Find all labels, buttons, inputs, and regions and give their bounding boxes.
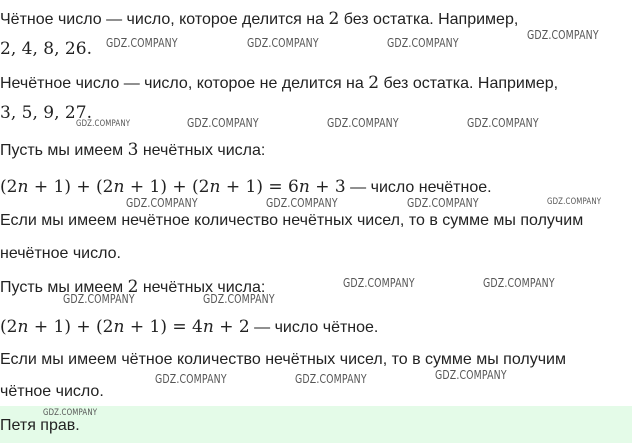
watermark: GDZ.COMPANY [483, 276, 555, 290]
math-expression: 3 [127, 140, 139, 160]
math-expression: 2, 4, 8, 26. [0, 39, 92, 59]
line-odd-definition [0, 73, 558, 93]
watermark: GDZ.COMPANY [187, 116, 259, 130]
line-even-examples [0, 39, 92, 59]
line-three-odd [0, 140, 265, 160]
watermark: GDZ.COMPANY [266, 196, 338, 210]
watermark: GDZ.COMPANY [76, 119, 131, 129]
math-expression: (2n + 1) + (2n + 1) + (2n + 1) = 6n + 3 [0, 177, 346, 197]
watermark: GDZ.COMPANY [407, 196, 479, 210]
text-segment: без остатка. Например, [379, 75, 559, 92]
watermark: GDZ.COMPANY [327, 116, 399, 130]
watermark: GDZ.COMPANY [247, 36, 319, 50]
text-segment: нечётных числа: [138, 142, 266, 159]
text-segment: — число нечётное. [345, 179, 492, 196]
watermark: GDZ.COMPANY [295, 372, 367, 386]
text-segment: — число чётное. [249, 319, 379, 336]
line-even-count-result [0, 383, 104, 401]
watermark: GDZ.COMPANY [527, 28, 599, 42]
watermark: GDZ.COMPANY [467, 116, 539, 130]
line-two-odd-sum [0, 317, 378, 337]
line-even-definition [0, 9, 518, 29]
line-three-odd-sum [0, 177, 492, 197]
line-even-count-conclusion [0, 351, 566, 369]
watermark: GDZ.COMPANY [343, 276, 415, 290]
math-expression: 2 [368, 73, 380, 93]
math-expression: 2 [127, 277, 139, 297]
math-expression: 3, 5, 9, 27. [0, 103, 92, 123]
watermark: GDZ.COMPANY [547, 197, 602, 207]
text-segment: Если мы имеем чётное количество нечётных чисел, то в сумме мы получим [0, 351, 566, 368]
line-odd-count-conclusion [0, 212, 583, 230]
text-segment: чётное число. [0, 383, 104, 400]
watermark: GDZ.COMPANY [435, 368, 507, 382]
text-segment: Пусть мы имеем [0, 142, 128, 159]
text-segment: без остатка. Например, [339, 11, 519, 28]
answer-text: Петя прав. [0, 417, 80, 434]
watermark: GDZ.COMPANY [126, 196, 198, 210]
watermark: GDZ.COMPANY [43, 408, 98, 418]
text-segment: Если мы имеем нечётное количество нечётных чисел, то в сумме мы получим [0, 212, 584, 229]
math-expression: 2 [328, 9, 340, 29]
text-segment: нечётное число. [0, 245, 121, 262]
watermark: GDZ.COMPANY [203, 292, 275, 306]
watermark: GDZ.COMPANY [387, 36, 459, 50]
text-segment: нечётных числа: [138, 279, 266, 296]
math-expression: (2n + 1) + (2n + 1) = 4n + 2 [0, 317, 250, 337]
text-segment: Пусть мы имеем [0, 279, 128, 296]
line-odd-count-result [0, 245, 121, 263]
text-segment: Нечётное число — число, которое не делится на [0, 75, 369, 92]
watermark: GDZ.COMPANY [63, 292, 135, 306]
watermark: GDZ.COMPANY [155, 372, 227, 386]
text-segment: Чётное число — число, которое делится на [0, 11, 329, 28]
watermark: GDZ.COMPANY [106, 36, 178, 50]
